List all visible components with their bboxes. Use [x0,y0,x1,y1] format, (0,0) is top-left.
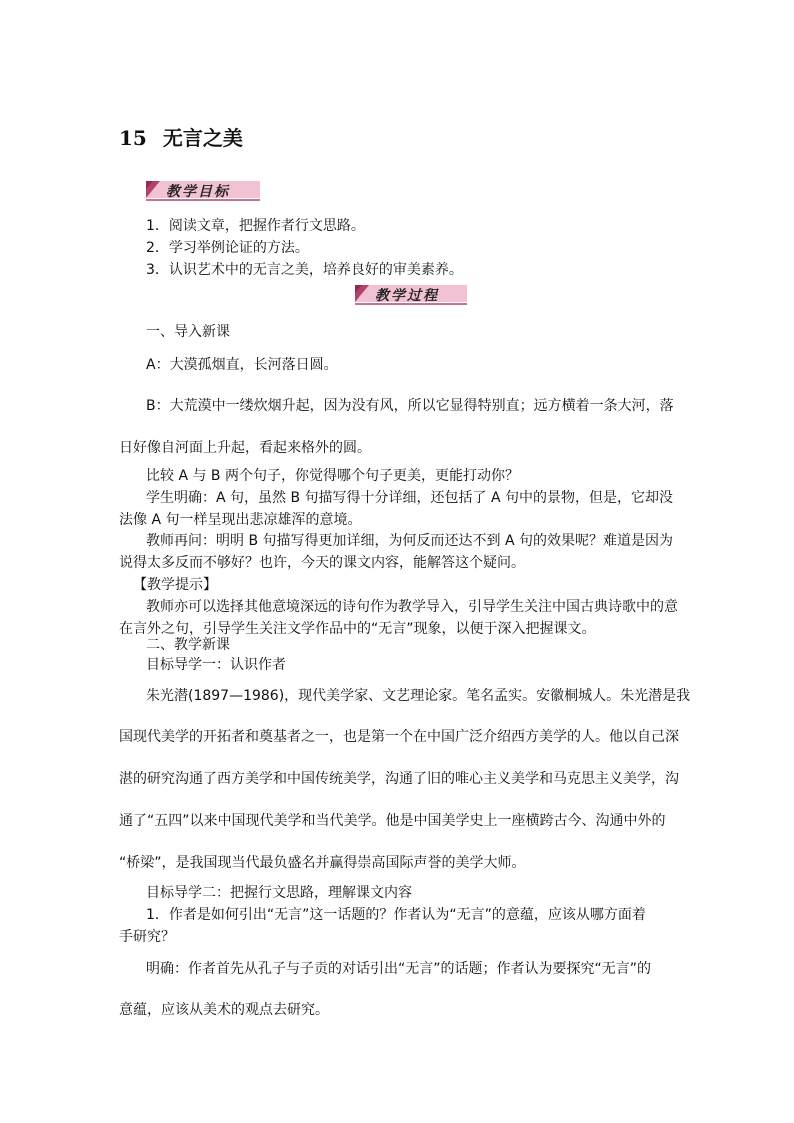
paragraph-line: 比较 A 与 B 两个句子，你觉得哪个句子更美，更能打动你？ [146,468,519,484]
section-banner-goals [146,181,260,201]
paragraph-line: 1．作者是如何引出“无言”这一话题的？作者认为“无言”的意蕴，应该从哪方面着 [146,907,646,923]
paragraph-line: “桥梁”，是我国现当代最负盛名并赢得崇高国际声誉的美学大师。 [119,855,526,871]
paragraph-line: 说得太多反而不够好？也许，今天的课文内容，能解答这个疑问。 [119,555,525,571]
page-title [119,122,243,151]
section-heading: 二、教学新课 [146,637,230,653]
paragraph-line: B：大荒漠中一缕炊烟升起，因为没有风，所以它显得特别直；远方横着一条大河，落 [146,398,674,414]
paragraph-line: 湛的研究沟通了西方美学和中国传统美学，沟通了旧的唯心主义美学和马克思主义美学，沟 [119,771,679,787]
section-banner-process [355,285,467,305]
paragraph-line: 法像 A 句一样呈现出悲凉雄浑的意境。 [119,512,362,528]
goal-item: 1．阅读文章，把握作者行文思路。 [146,218,365,234]
subsection-heading: 目标导学二：把握行文思路，理解课文内容 [146,885,412,901]
paragraph-line: 学生明确：A 句，虽然 B 句描写得十分详细，还包括了 A 句中的景物，但是，它却没 [146,490,674,506]
paragraph-line: 朱光潜(1897—1986)，现代美学家、文艺理论家。笔名孟实。安徽桐城人。朱光潜是我 [146,688,691,704]
paragraph-line: 日好像自河面上升起，看起来格外的圆。 [119,440,371,456]
paragraph-line: 意蕴，应该从美术的观点去研究。 [119,1002,329,1018]
goal-item: 2．学习举例论证的方法。 [146,240,309,256]
goals-heading: 教学目标 [166,184,230,200]
paragraph-line: 手研究？ [119,929,175,945]
subsection-heading: 目标导学一：认识作者 [146,657,286,673]
paragraph-line: 在言外之句，引导学生关注文学作品中的“无言”现象，以便于深入把握课文。 [119,621,596,637]
paragraph-line: 国现代美学的开拓者和奠基者之一，也是第一个在中国广泛介绍西方美学的人。他以自己深 [119,729,679,745]
paragraph-line: 教师亦可以选择其他意境深远的诗句作为教学导入，引导学生关注中国古典诗歌中的意 [146,599,678,615]
lesson-number: 15 [119,126,147,150]
paragraph-line: 通了“五四”以来中国现代美学和当代美学。他是中国美学史上一座横跨古今、沟通中外的 [119,813,666,829]
paragraph-line: 明确：作者首先从孔子与子贡的对话引出“无言”的话题；作者认为要探究“无言”的 [146,961,652,977]
process-heading: 教学过程 [375,288,439,304]
paragraph-line: 教师再问：明明 B 句描写得更加详细，为何反而还达不到 A 句的效果呢？难道是因为 [146,533,673,549]
teaching-tip-heading: 【教学提示】 [133,577,217,593]
lesson-title: 无言之美 [162,126,243,150]
goal-item: 3．认识艺术中的无言之美，培养良好的审美素养。 [146,262,463,278]
section-heading: 一、导入新课 [146,324,230,340]
paragraph-line: A：大漠孤烟直，长河落日圆。 [146,357,338,373]
